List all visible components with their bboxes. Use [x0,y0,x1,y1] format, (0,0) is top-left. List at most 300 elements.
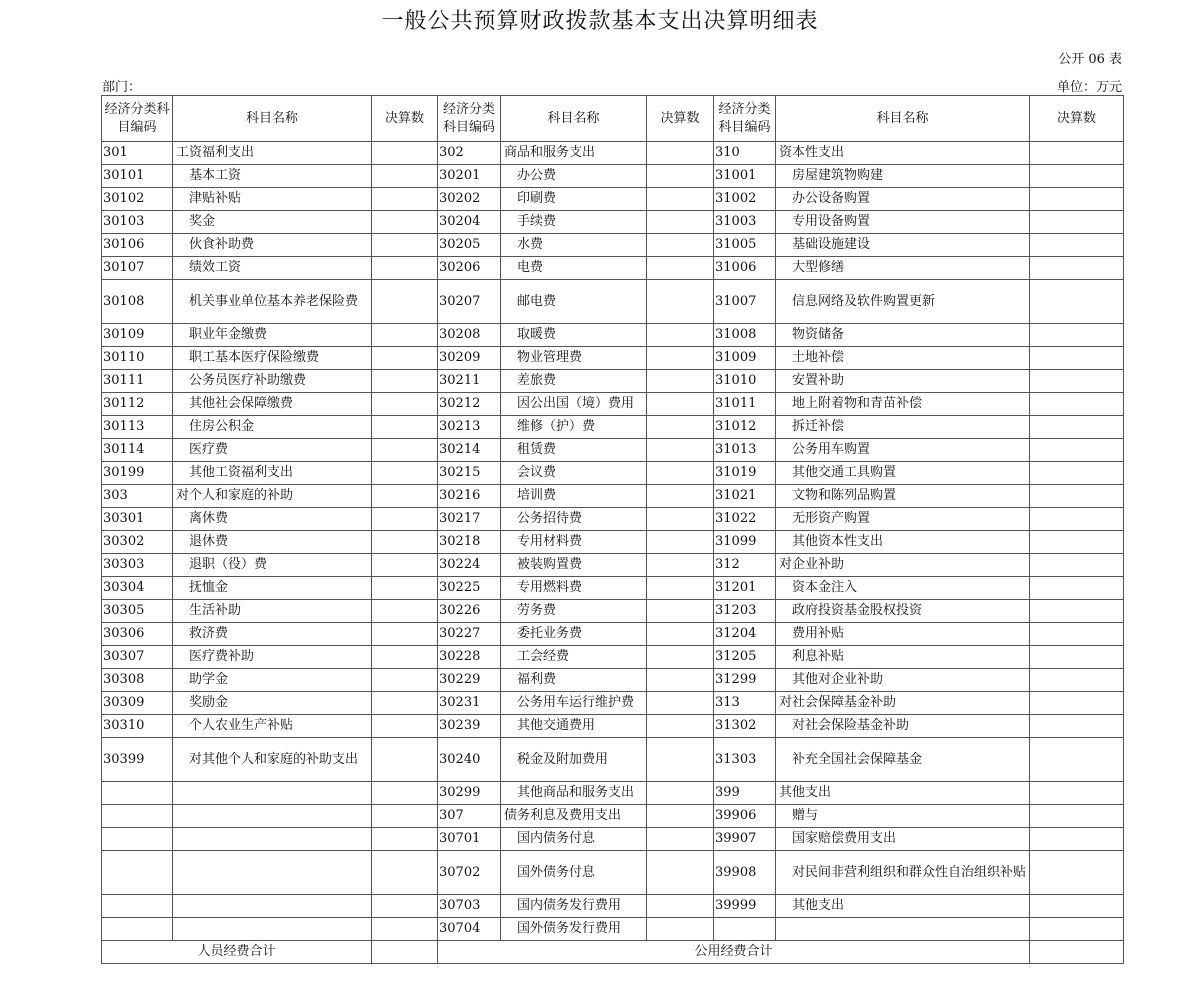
item-code [102,851,173,895]
item-amount [372,828,438,851]
item-amount [1030,142,1124,165]
item-code: 31022 [714,508,776,531]
item-code [102,895,173,918]
item-code: 30702 [438,851,501,895]
item-name: 专用燃料费 [501,577,647,600]
item-amount [372,142,438,165]
page-title: 一般公共预算财政拨款基本支出决算明细表 [381,9,819,34]
item-code: 30227 [438,623,501,646]
item-code: 30240 [438,738,501,782]
item-amount [1030,828,1124,851]
table-row [102,462,1124,485]
item-code: 30204 [438,211,501,234]
item-code: 39906 [714,805,776,828]
item-name: 补充全国社会保障基金 [776,738,1030,782]
item-code: 31019 [714,462,776,485]
item-code: 30103 [102,211,173,234]
item-code: 30112 [102,393,173,416]
item-name: 国外债务付息 [501,851,647,895]
item-name: 医疗费 [173,439,372,462]
item-amount [1030,280,1124,324]
item-code: 30202 [438,188,501,211]
item-name: 国内债务付息 [501,828,647,851]
item-name: 医疗费补助 [173,646,372,669]
item-amount [1030,623,1124,646]
item-code: 30309 [102,692,173,715]
item-code: 30299 [438,782,501,805]
item-name: 对个人和家庭的补助 [173,485,372,508]
item-name: 伙食补助费 [173,234,372,257]
item-name: 费用补贴 [776,623,1030,646]
item-name: 手续费 [501,211,647,234]
item-amount [372,462,438,485]
item-name: 资本性支出 [776,142,1030,165]
item-code: 31010 [714,370,776,393]
item-name [173,918,372,941]
item-name: 对社会保障基金补助 [776,692,1030,715]
item-code: 31303 [714,738,776,782]
item-name: 对企业补助 [776,554,1030,577]
item-amount [1030,715,1124,738]
item-amount [647,370,714,393]
item-code: 30305 [102,600,173,623]
item-amount [647,918,714,941]
item-amount [1030,895,1124,918]
header-name: 科目名称 [173,96,372,142]
item-amount [372,738,438,782]
item-code: 39999 [714,895,776,918]
item-code: 30703 [438,895,501,918]
item-code: 31302 [714,715,776,738]
item-name: 资本金注入 [776,577,1030,600]
item-name: 其他商品和服务支出 [501,782,647,805]
header-amount: 决算数 [1030,96,1124,142]
item-amount [1030,485,1124,508]
table-row [102,554,1124,577]
table-row [102,531,1124,554]
item-amount [647,324,714,347]
item-code: 30111 [102,370,173,393]
item-code: 31009 [714,347,776,370]
item-name: 其他对企业补助 [776,669,1030,692]
item-amount [647,211,714,234]
item-name: 租赁费 [501,439,647,462]
table-row [102,347,1124,370]
item-name: 工资福利支出 [173,142,372,165]
item-name: 离休费 [173,508,372,531]
item-code: 31001 [714,165,776,188]
item-amount [1030,600,1124,623]
item-amount [372,918,438,941]
item-code: 30225 [438,577,501,600]
item-code: 30102 [102,188,173,211]
item-name: 退职（役）费 [173,554,372,577]
item-code: 30701 [438,828,501,851]
item-code: 30113 [102,416,173,439]
item-amount [372,895,438,918]
item-name: 国外债务发行费用 [501,918,647,941]
item-amount [647,416,714,439]
item-amount [372,646,438,669]
item-amount [647,646,714,669]
item-amount [372,165,438,188]
table-row [102,623,1124,646]
item-code [102,782,173,805]
table-row [102,600,1124,623]
item-name: 公务用车运行维护费 [501,692,647,715]
item-name: 劳务费 [501,600,647,623]
item-code: 30307 [102,646,173,669]
item-name: 差旅费 [501,370,647,393]
item-code: 31013 [714,439,776,462]
item-name: 奖励金 [173,692,372,715]
item-name: 救济费 [173,623,372,646]
table-row [102,142,1124,165]
item-name: 对社会保险基金补助 [776,715,1030,738]
item-name: 对民间非营利组织和群众性自治组织补贴 [776,851,1030,895]
item-amount [372,485,438,508]
item-amount [1030,508,1124,531]
item-code: 30114 [102,439,173,462]
item-amount [1030,416,1124,439]
item-code: 399 [714,782,776,805]
item-code: 30108 [102,280,173,324]
item-code: 30310 [102,715,173,738]
item-name: 奖金 [173,211,372,234]
table-body [102,142,1124,941]
item-name: 印刷费 [501,188,647,211]
item-amount [1030,393,1124,416]
item-name: 委托业务费 [501,623,647,646]
item-amount [647,782,714,805]
table-row [102,508,1124,531]
header-amount: 决算数 [647,96,714,142]
item-amount [372,439,438,462]
item-name: 信息网络及软件购置更新 [776,280,1030,324]
item-amount [647,142,714,165]
table-row [102,851,1124,895]
item-code: 31002 [714,188,776,211]
department-label: 部门： [102,80,142,95]
item-amount [1030,257,1124,280]
item-code: 31203 [714,600,776,623]
item-name: 专用材料费 [501,531,647,554]
table-row [102,324,1124,347]
item-amount [1030,188,1124,211]
header-code: 经济分类科目编码 [102,96,173,142]
item-name: 国内债务发行费用 [501,895,647,918]
item-name: 其他支出 [776,895,1030,918]
item-name: 因公出国（境）费用 [501,393,647,416]
table-row [102,646,1124,669]
item-code: 30399 [102,738,173,782]
item-amount [647,805,714,828]
header-code: 经济分类科目编码 [438,96,501,142]
item-code [102,918,173,941]
personnel-total-label: 人员经费合计 [102,941,372,964]
table-row [102,828,1124,851]
item-amount [647,462,714,485]
totals-row [102,941,1124,964]
item-name: 培训费 [501,485,647,508]
table-row [102,257,1124,280]
item-name: 专用设备购置 [776,211,1030,234]
item-amount [372,416,438,439]
item-amount [647,554,714,577]
item-name: 水费 [501,234,647,257]
item-amount [1030,646,1124,669]
item-name: 利息补贴 [776,646,1030,669]
table-row [102,370,1124,393]
item-amount [372,851,438,895]
item-amount [647,669,714,692]
item-amount [372,347,438,370]
item-code: 30208 [438,324,501,347]
item-code: 30302 [102,531,173,554]
item-name: 取暖费 [501,324,647,347]
item-name: 无形资产购置 [776,508,1030,531]
item-code: 31201 [714,577,776,600]
header-name: 科目名称 [501,96,647,142]
item-amount [647,347,714,370]
item-code: 30239 [438,715,501,738]
item-name: 物业管理费 [501,347,647,370]
item-amount [372,669,438,692]
item-amount [647,280,714,324]
item-name: 工会经费 [501,646,647,669]
item-name: 物资储备 [776,324,1030,347]
item-code: 30215 [438,462,501,485]
item-code: 39907 [714,828,776,851]
item-name: 其他社会保障缴费 [173,393,372,416]
item-code: 30213 [438,416,501,439]
item-amount [647,577,714,600]
item-code: 302 [438,142,501,165]
item-amount [647,738,714,782]
item-amount [372,508,438,531]
item-name: 被装购置费 [501,554,647,577]
item-amount [647,393,714,416]
public-total-label: 公用经费合计 [438,941,1030,964]
item-amount [1030,462,1124,485]
item-amount [647,851,714,895]
item-name: 大型修缮 [776,257,1030,280]
item-name [173,895,372,918]
item-code: 30303 [102,554,173,577]
item-amount [1030,347,1124,370]
item-code: 31006 [714,257,776,280]
table-row [102,577,1124,600]
item-code: 30211 [438,370,501,393]
item-amount [372,393,438,416]
item-amount [1030,531,1124,554]
item-amount [372,211,438,234]
item-amount [1030,692,1124,715]
item-name: 公务用车购置 [776,439,1030,462]
item-code: 312 [714,554,776,577]
item-amount [372,324,438,347]
item-amount [1030,805,1124,828]
item-amount [647,485,714,508]
item-name [776,918,1030,941]
item-name: 退休费 [173,531,372,554]
item-amount [372,257,438,280]
item-code: 30109 [102,324,173,347]
item-amount [1030,370,1124,393]
item-name: 税金及附加费用 [501,738,647,782]
item-code: 30199 [102,462,173,485]
item-amount [372,554,438,577]
item-amount [372,577,438,600]
item-code: 310 [714,142,776,165]
item-code: 31012 [714,416,776,439]
item-name: 助学金 [173,669,372,692]
item-name: 公务员医疗补助缴费 [173,370,372,393]
item-name: 职工基本医疗保险缴费 [173,347,372,370]
item-code: 31008 [714,324,776,347]
item-amount [647,188,714,211]
item-code: 30308 [102,669,173,692]
item-code: 30224 [438,554,501,577]
item-code: 30306 [102,623,173,646]
item-amount [372,715,438,738]
table-row [102,895,1124,918]
item-name: 邮电费 [501,280,647,324]
item-amount [647,439,714,462]
item-code: 301 [102,142,173,165]
table-row [102,439,1124,462]
item-name: 赠与 [776,805,1030,828]
item-code: 30101 [102,165,173,188]
item-amount [1030,165,1124,188]
item-name: 住房公积金 [173,416,372,439]
item-code: 31005 [714,234,776,257]
item-name: 其他资本性支出 [776,531,1030,554]
item-amount [647,715,714,738]
item-code: 30206 [438,257,501,280]
item-code: 313 [714,692,776,715]
item-amount [647,257,714,280]
item-name: 拆迁补偿 [776,416,1030,439]
item-amount [372,782,438,805]
item-code: 30218 [438,531,501,554]
header-code: 经济分类科目编码 [714,96,776,142]
item-code: 30107 [102,257,173,280]
item-name: 会议费 [501,462,647,485]
item-name: 其他交通费用 [501,715,647,738]
item-amount [372,623,438,646]
item-amount [1030,669,1124,692]
item-amount [1030,577,1124,600]
item-code: 31003 [714,211,776,234]
item-name: 其他交通工具购置 [776,462,1030,485]
item-amount [1030,211,1124,234]
item-amount [1030,324,1124,347]
item-code: 30229 [438,669,501,692]
item-amount [647,508,714,531]
item-amount [1030,439,1124,462]
item-code: 30110 [102,347,173,370]
item-amount [1030,782,1124,805]
item-code: 31204 [714,623,776,646]
item-code: 30217 [438,508,501,531]
table-row [102,165,1124,188]
item-name [173,782,372,805]
item-amount [647,165,714,188]
item-amount [372,692,438,715]
item-code: 30704 [438,918,501,941]
item-name: 办公费 [501,165,647,188]
header-row [102,96,1124,142]
item-code: 30214 [438,439,501,462]
table-row [102,234,1124,257]
item-name: 房屋建筑物购建 [776,165,1030,188]
item-code [102,828,173,851]
item-name: 政府投资基金股权投资 [776,600,1030,623]
item-name: 职业年金缴费 [173,324,372,347]
item-amount [647,234,714,257]
table-row [102,393,1124,416]
item-name: 生活补助 [173,600,372,623]
table-row [102,782,1124,805]
item-code: 30106 [102,234,173,257]
item-amount [1030,554,1124,577]
item-name [173,805,372,828]
table-row [102,280,1124,324]
item-code [102,805,173,828]
table-row [102,669,1124,692]
item-name: 个人农业生产补贴 [173,715,372,738]
item-name: 国家赔偿费用支出 [776,828,1030,851]
table-row [102,738,1124,782]
item-code: 30212 [438,393,501,416]
item-amount [1030,851,1124,895]
item-code: 30301 [102,508,173,531]
item-code [714,918,776,941]
item-amount [1030,234,1124,257]
item-code: 307 [438,805,501,828]
item-code: 31011 [714,393,776,416]
item-code: 30205 [438,234,501,257]
item-amount [1030,738,1124,782]
unit-label: 单位：万元 [1056,80,1122,95]
item-code: 30207 [438,280,501,324]
item-amount [1030,918,1124,941]
item-amount [372,805,438,828]
item-amount [647,623,714,646]
public-total-amount [1030,941,1124,964]
item-code: 31299 [714,669,776,692]
item-amount [372,280,438,324]
table-row [102,805,1124,828]
item-name: 安置补助 [776,370,1030,393]
form-code: 公开 06 表 [1058,52,1122,67]
header-name: 科目名称 [776,96,1030,142]
item-name: 公务招待费 [501,508,647,531]
item-amount [372,531,438,554]
item-code: 31099 [714,531,776,554]
item-code: 30209 [438,347,501,370]
table-row [102,188,1124,211]
item-name: 商品和服务支出 [501,142,647,165]
item-name: 地上附着物和青苗补偿 [776,393,1030,416]
item-code: 30304 [102,577,173,600]
item-amount [647,828,714,851]
item-amount [372,188,438,211]
item-code: 30201 [438,165,501,188]
item-name [173,828,372,851]
item-code: 31205 [714,646,776,669]
